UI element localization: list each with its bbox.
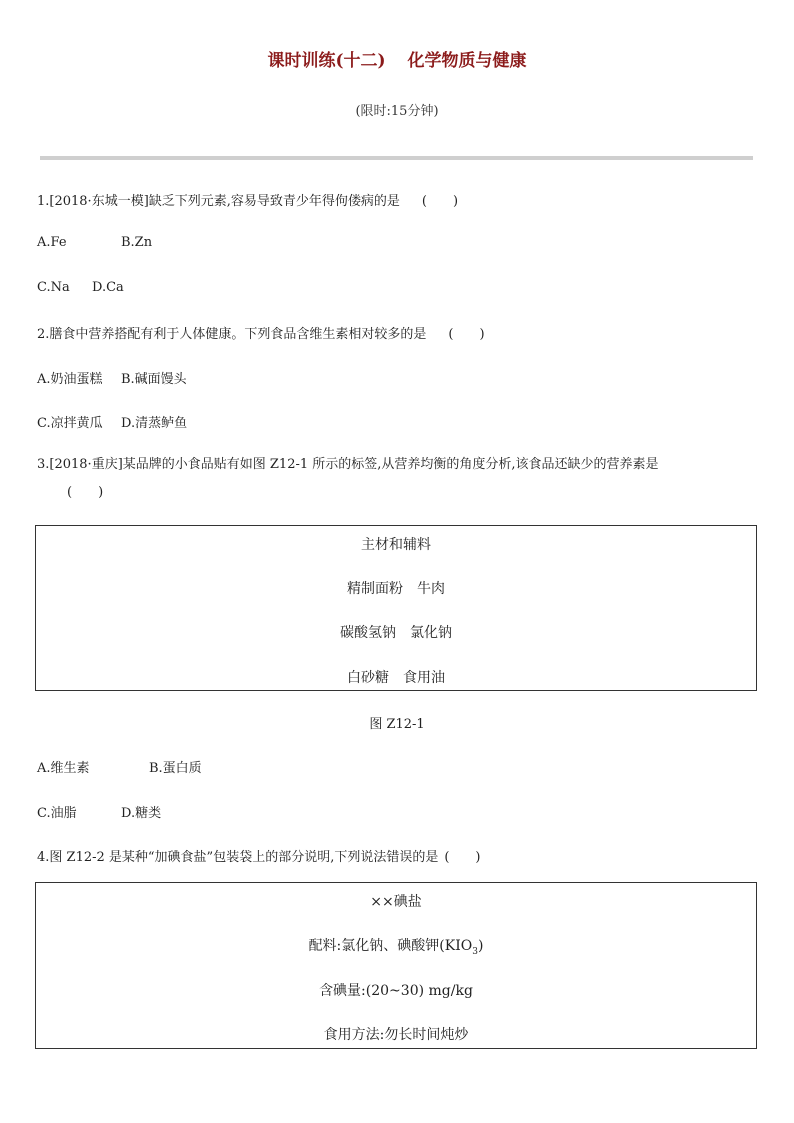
- question-3-options-row1: [37, 757, 202, 776]
- option-d: D.清蒸鲈鱼: [121, 416, 188, 431]
- title-right: 化学物质与健康: [407, 51, 527, 71]
- option-d: D.Ca: [92, 280, 124, 295]
- label-row: 碳酸氢钠 氯化钠: [340, 625, 452, 641]
- question-1-stem: 1.[2018·东城一模]缺乏下列元素,容易导致青少年得佝偻病的是 ( ): [37, 190, 458, 209]
- page-title: [0, 46, 794, 71]
- label-row: 配料:氯化钠、碘酸钾$(KIO_3)$: [308, 938, 484, 957]
- option-d: D.糖类: [121, 806, 162, 821]
- option-c: C.Na: [37, 280, 70, 295]
- label-row: 主材和辅料: [361, 537, 431, 553]
- time-limit: (限时:15分钟): [355, 104, 439, 119]
- answer-paren: ( ): [67, 485, 104, 500]
- question-3-options-row2: [37, 802, 161, 821]
- salt-label-box: [35, 882, 757, 1049]
- question-2-options-row2: [37, 412, 187, 431]
- label-row: 含碘量:(20~30) mg/kg: [319, 983, 473, 999]
- answer-paren: ( ): [448, 327, 485, 342]
- option-a: A.Fe: [37, 235, 67, 250]
- food-label-box: [35, 525, 757, 691]
- question-2-options-row1: [37, 368, 187, 387]
- answer-paren: ( ): [444, 850, 481, 865]
- option-b: B.碱面馒头: [121, 372, 187, 387]
- question-1-options-row1: [37, 235, 152, 250]
- option-c: C.油脂: [37, 806, 77, 821]
- question-1-options-row2: [37, 280, 124, 295]
- label-row: 白砂糖 食用油: [347, 670, 445, 686]
- option-b: B.蛋白质: [149, 761, 202, 776]
- divider: [40, 156, 753, 160]
- question-4-stem: 4.图 Z12-2 是某种“加碘食盐”包装袋上的部分说明,下列说法错误的是 ( ): [37, 846, 481, 865]
- title-left: 课时训练(十二): [267, 51, 386, 71]
- option-c: C.凉拌黄瓜: [37, 416, 103, 431]
- question-3-stem: 3.[2018·重庆]某品牌的小食品贴有如图 Z12-1 所示的标签,从营养均衡的角度分析,该食品还缺少的营养素是 ( ): [37, 457, 659, 500]
- figure-caption: 图 Z12-1: [369, 717, 425, 732]
- label-row: 食用方法:勿长时间炖炒: [323, 1027, 469, 1043]
- option-a: A.维生素: [37, 761, 90, 776]
- label-row: 精制面粉 牛肉: [347, 581, 445, 597]
- answer-paren: ( ): [421, 194, 459, 209]
- label-row: ××碘盐: [370, 894, 422, 910]
- option-a: A.奶油蛋糕: [37, 372, 103, 387]
- question-2-stem: 2.膳食中营养搭配有利于人体健康。下列食品含维生素相对较多的是 ( ): [37, 323, 485, 342]
- option-b: B.Zn: [121, 235, 153, 250]
